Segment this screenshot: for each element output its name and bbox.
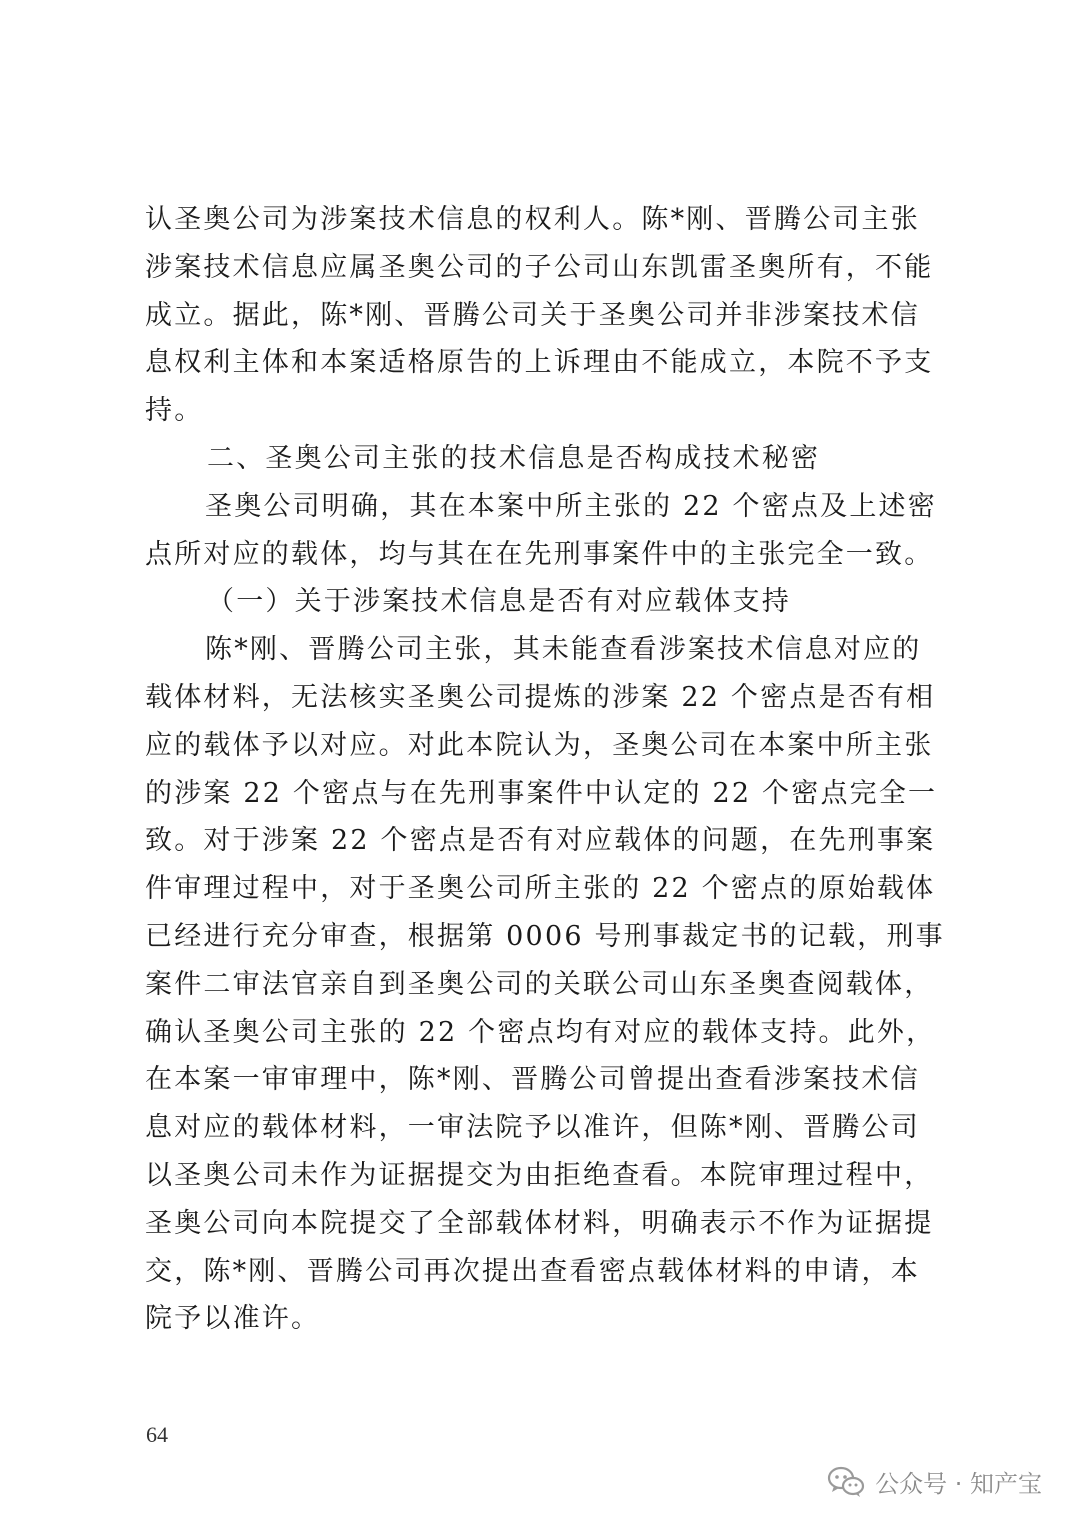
subsection-heading: （一）关于涉案技术信息是否有对应载体支持 <box>207 586 791 618</box>
text-line: 载体材料，无法核实圣奥公司提炼的涉案 22 个密点是否有相 <box>145 681 936 713</box>
text-line: 涉案技术信息应属圣奥公司的子公司山东凯雷圣奥所有，不能 <box>145 251 934 283</box>
text-line: 的涉案 22 个密点与在先刑事案件中认定的 22 个密点完全一 <box>145 777 938 809</box>
text-line: 圣奥公司向本院提交了全部载体材料，明确表示不作为证据提 <box>145 1207 934 1239</box>
text-line: 确认圣奥公司主张的 22 个密点均有对应的载体支持。此外， <box>145 1016 936 1048</box>
text-line: 已经进行充分审查，根据第 0006 号刑事裁定书的记载，刑事 <box>145 920 945 952</box>
text-line: 案件二审法官亲自到圣奥公司的关联公司山东圣奥查阅载体， <box>145 968 934 1000</box>
text-line: 持。 <box>145 395 204 427</box>
text-line: 件审理过程中，对于圣奥公司所主张的 22 个密点的原始载体 <box>145 873 936 905</box>
text-line: 院予以准许。 <box>145 1303 321 1335</box>
text-line: 在本案一审审理中，陈*刚、晋腾公司曾提出查看涉案技术信 <box>145 1064 920 1096</box>
text-line: 致。对于涉案 22 个密点是否有对应载体的问题，在先刑事案 <box>145 825 936 857</box>
text-line: 以圣奥公司未作为证据提交为由拒绝查看。本院审理过程中， <box>145 1159 934 1191</box>
text-line: 陈*刚、晋腾公司主张，其未能查看涉案技术信息对应的 <box>205 634 922 666</box>
text-line: 点所对应的载体，均与其在在先刑事案件中的主张完全一致。 <box>145 538 934 570</box>
text-line: 息权利主体和本案适格原告的上诉理由不能成立，本院不予支 <box>145 347 934 379</box>
text-line: 圣奥公司明确，其在本案中所主张的 22 个密点及上述密 <box>205 490 937 522</box>
text-line: 息对应的载体材料，一审法院予以准许，但陈*刚、晋腾公司 <box>145 1112 920 1144</box>
source-label: 公众号 · 知产宝 <box>875 1470 1042 1498</box>
section-heading: 二、圣奥公司主张的技术信息是否构成技术秘密 <box>207 442 821 474</box>
wechat-icon <box>827 1466 865 1498</box>
document-body <box>145 196 945 1343</box>
text-line: 成立。据此，陈*刚、晋腾公司关于圣奥公司并非涉案技术信 <box>145 299 920 331</box>
source-watermark <box>827 1464 1042 1499</box>
text-line: 认圣奥公司为涉案技术信息的权利人。陈*刚、晋腾公司主张 <box>145 204 920 235</box>
text-line: 应的载体予以对应。对此本院认为，圣奥公司在本案中所主张 <box>145 729 934 761</box>
page-number: 64 <box>146 1422 168 1447</box>
text-line: 交，陈*刚、晋腾公司再次提出查看密点载体材料的申请，本 <box>145 1255 920 1287</box>
